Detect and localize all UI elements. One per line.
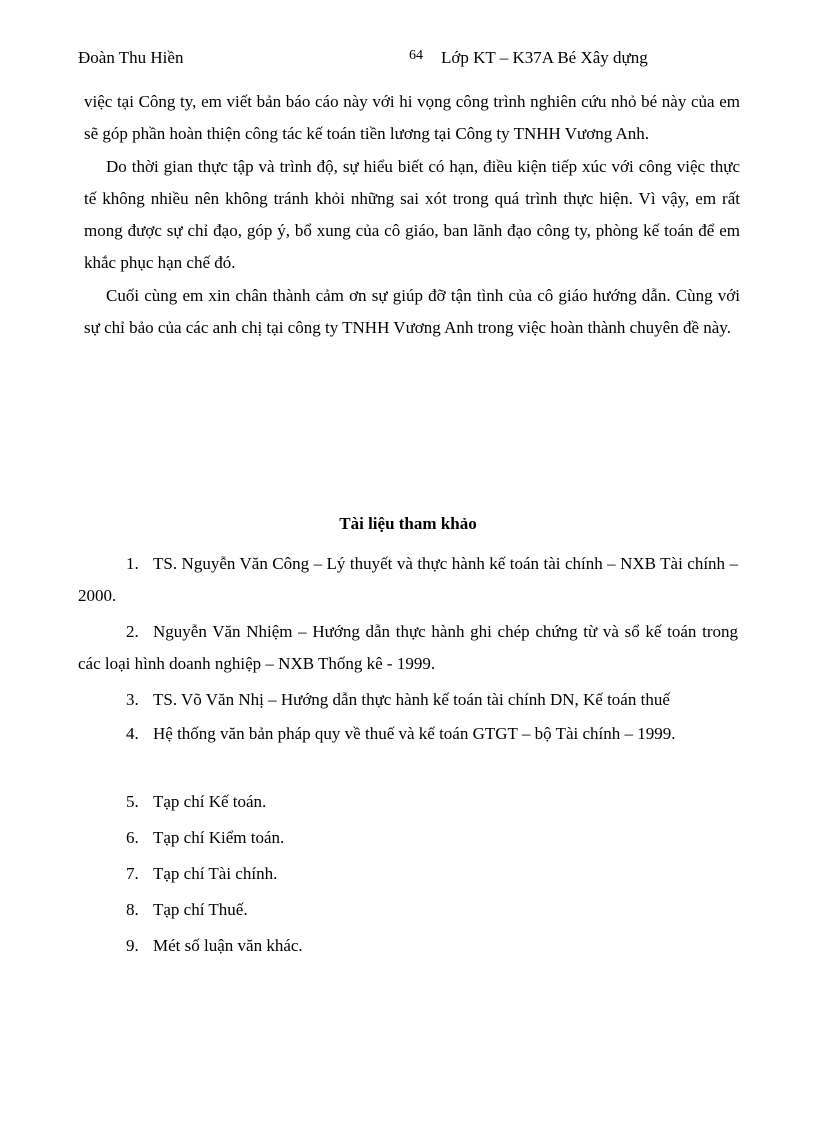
- reference-item-3: [78, 684, 738, 716]
- reference-text: Tạp chí Tài chính.: [153, 864, 278, 883]
- reference-text: Tạp chí Kiểm toán.: [153, 828, 285, 847]
- reference-text: TS. Võ Văn Nhị – Hướng dẫn thực hành kế toán tài chính DN, Kế toán thuế: [153, 690, 670, 709]
- paragraph-2: Do thời gian thực tập và trình độ, sự hiểu biết có hạn, điều kiện tiếp xúc với công việc thực tế không nhiều nên không tránh khỏi những sai xót trong quá trình thực hiện. Vì vậy, em rất mong được sự chỉ đạo, góp ý, bổ xung của cô giáo, ban lãnh đạo công ty, phòng kế toán để em khắc phục hạn chế đó.: [84, 156, 740, 273]
- reference-text: Tạp chí Thuế.: [153, 900, 248, 919]
- reference-item-7: [78, 858, 738, 890]
- reference-number: 1.: [126, 554, 139, 573]
- references-title: Tài liệu tham khảo: [339, 514, 477, 533]
- header-page-number: 64: [409, 48, 423, 63]
- reference-item-2: [78, 616, 738, 680]
- reference-number: 6.: [126, 828, 139, 847]
- reference-number: 7.: [126, 864, 139, 883]
- reference-number: 8.: [126, 900, 139, 919]
- reference-number: 3.: [126, 690, 139, 709]
- paragraph-3: Cuối cùng em xin chân thành cảm ơn sự giúp đỡ tận tình của cô giáo hướng dẫn. Cùng với sự chỉ bảo của các anh chị tại công ty TNHH Vương Anh trong việc hoàn thành chuyên đề này.: [84, 285, 740, 338]
- reference-number: 9.: [126, 936, 139, 955]
- reference-item-9: [78, 930, 738, 962]
- reference-item-5: [78, 786, 738, 818]
- header-author: Đoàn Thu Hiền: [78, 48, 184, 67]
- page-header: [78, 48, 738, 72]
- paragraph-1: việc tại Công ty, em viết bản báo cáo này với hi vọng công trình nghiên cứu nhỏ bé này của em sẽ góp phần hoàn thiện công tác kế toán tiền lương tại Công ty TNHH Vương Anh.: [84, 92, 740, 144]
- reference-text: Hệ thống văn bản pháp quy về thuế và kế toán GTGT – bộ Tài chính – 1999.: [153, 724, 676, 743]
- reference-item-8: [78, 894, 738, 926]
- reference-item-4: [78, 718, 738, 750]
- reference-number: 5.: [126, 792, 139, 811]
- header-class-info: Lớp KT – K37A Bé Xây dựng: [441, 48, 648, 67]
- reference-number: 2.: [126, 622, 139, 641]
- reference-item-6: [78, 822, 738, 854]
- reference-text: Nguyễn Văn Nhiệm – Hướng dẫn thực hành ghi chép chứng từ và sổ kế toán trong các loại hình doanh nghiệp – NXB Thống kê - 1999.: [78, 622, 738, 673]
- reference-text: TS. Nguyễn Văn Công – Lý thuyết và thực hành kế toán tài chính – NXB Tài chính – 2000.: [78, 554, 738, 605]
- body-text: [84, 86, 740, 344]
- reference-item-1: [78, 548, 738, 612]
- reference-text: Tạp chí Kế toán.: [153, 792, 267, 811]
- reference-text: Mét số luận văn khác.: [153, 936, 303, 955]
- reference-number: 4.: [126, 724, 139, 743]
